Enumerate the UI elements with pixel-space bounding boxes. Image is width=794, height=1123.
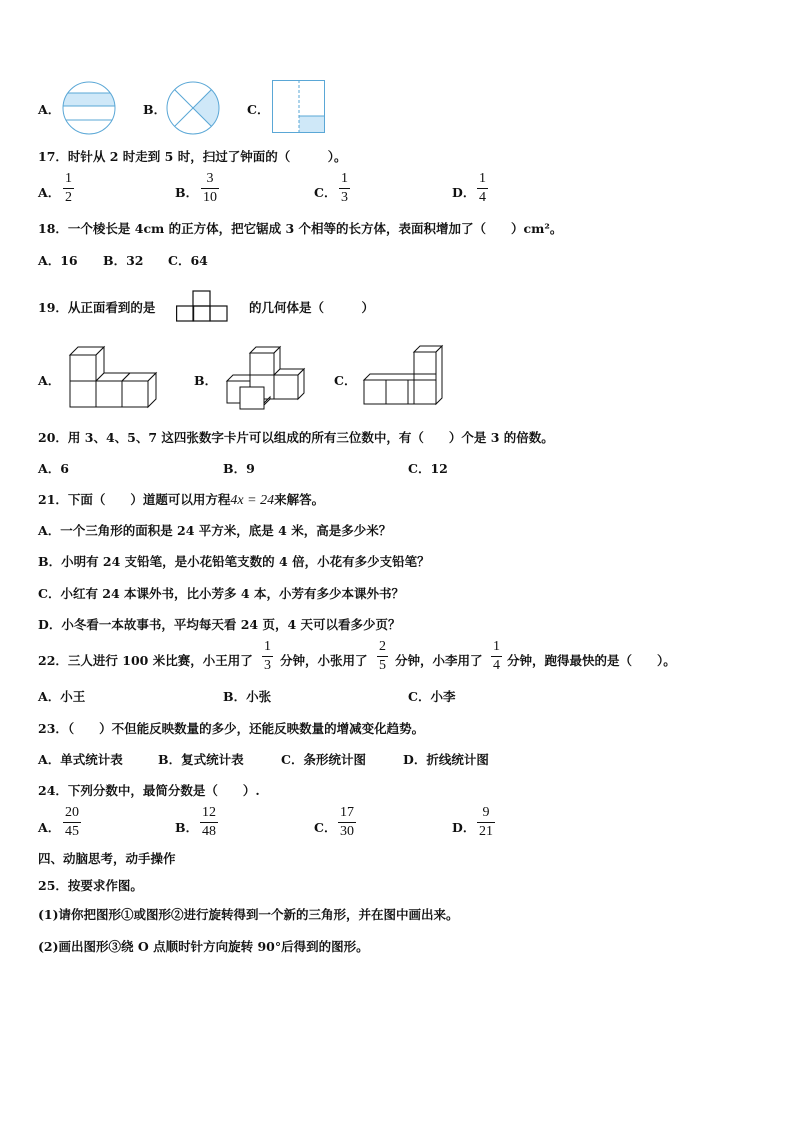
q22-option-a: A．小王 — [38, 689, 86, 704]
q17-option-b-fraction: $\frac{3}{10}$ — [203, 171, 217, 205]
q19-stem-start: 19．从正面看到的是 — [38, 300, 156, 315]
q23-stem: 23．（ ）不但能反映数量的多少，还能反映数量的增减变化趋势。 — [38, 721, 425, 736]
q19-stem-end: 的几何体是（ ） — [249, 300, 375, 315]
q22-option-b: B．小张 — [223, 689, 272, 704]
q24-option-d-fraction: $\frac{9}{21}$ — [479, 805, 493, 839]
q24-option-a-label: A． — [38, 820, 61, 835]
q23-option-c: C．条形统计图 — [281, 752, 366, 767]
q24-option-d-label: D． — [452, 820, 476, 835]
q21-option-c: C．小红有 24 本课外书，比小芳多 4 本，小芳有多少本课外书？ — [38, 586, 404, 601]
q18-option-a: A．16 — [38, 253, 78, 268]
q22-fraction-wang: $\frac{1}{3}$ — [264, 639, 271, 673]
q22-fraction-li: $\frac{1}{4}$ — [493, 639, 500, 673]
q21-option-b: B．小明有 24 支铅笔，是小花铅笔支数的 4 倍，小花有多少支铅笔？ — [38, 554, 430, 569]
q20-option-c: C．12 — [408, 461, 448, 476]
q20-stem: 20．用 3、4、5、7 这四张数字卡片可以组成的所有三位数中，有（ ）个是 3 的倍数。 — [38, 430, 554, 445]
q19-front-view-figure — [176, 290, 228, 322]
q17-option-c-fraction: $\frac{1}{3}$ — [341, 171, 348, 205]
q19-option-a-label: A． — [38, 373, 61, 388]
q17-option-d-fraction: $\frac{1}{4}$ — [479, 171, 486, 205]
q24-option-c-label: C． — [314, 820, 337, 835]
q21-option-a: A．一个三角形的面积是 24 平方米，底是 4 米，高是多少米？ — [38, 523, 392, 538]
q24-option-a-fraction: $\frac{20}{45}$ — [65, 805, 79, 839]
q22-stem-part4: 分钟，跑得最快的是（ ）。 — [507, 653, 676, 668]
q19-option-c-solid — [362, 344, 447, 409]
q17-stem: 17．时针从 2 时走到 5 时，扫过了钟面的（ ）。 — [38, 149, 347, 164]
q25-part2: (2)画出图形③绕 O 点顺时针方向旋转 90°后得到的图形。 — [38, 939, 369, 954]
q17-option-a-fraction: $\frac{1}{2}$ — [65, 171, 72, 205]
q16-option-b-label: B． — [143, 102, 167, 117]
q24-stem: 24．下列分数中，最简分数是（ ）. — [38, 783, 260, 798]
q16-option-a-figure — [62, 81, 116, 135]
q21-stem: 21．下面（ ）道题可以用方程4x = 24来解答。 — [38, 492, 325, 508]
q23-option-d: D．折线统计图 — [403, 752, 489, 767]
q25-stem: 25．按要求作图。 — [38, 878, 143, 893]
q20-option-b: B．9 — [223, 461, 255, 476]
q18-stem: 18．一个棱长是 4cm 的正方体，把它锯成 3 个相等的长方体，表面积增加了（ ）cm²。 — [38, 221, 563, 236]
q18-option-b: B．32 — [103, 253, 144, 268]
q17-option-b-label: B． — [175, 185, 199, 200]
q19-option-b-label: B． — [194, 373, 218, 388]
q21-equation: 4x = 24 — [230, 493, 275, 508]
q17-option-d-label: D． — [452, 185, 476, 200]
q25-part1: (1)请你把图形①或图形②进行旋转得到一个新的三角形，并在图中画出来。 — [38, 907, 459, 922]
q19-option-b-solid — [224, 343, 309, 413]
q16-option-c-figure — [272, 80, 326, 134]
q17-option-c-label: C． — [314, 185, 337, 200]
q22-stem-part2: 分钟，小张用了 — [280, 653, 368, 668]
q17-option-a-label: A． — [38, 185, 61, 200]
q22-stem-part3: 分钟，小李用了 — [395, 653, 483, 668]
q19-option-c-label: C． — [334, 373, 357, 388]
q24-option-b-label: B． — [175, 820, 199, 835]
q22-fraction-zhang: $\frac{2}{5}$ — [379, 639, 386, 673]
q24-option-c-fraction: $\frac{17}{30}$ — [340, 805, 354, 839]
q16-option-c-label: C． — [247, 102, 270, 117]
q19-option-a-solid — [68, 345, 163, 410]
section-heading: 四、动脑思考，动手操作 — [38, 851, 176, 866]
q16-option-a-label: A． — [38, 102, 61, 117]
q16-option-b-figure — [166, 81, 220, 135]
q22-option-c: C．小李 — [408, 689, 456, 704]
q21-option-d: D．小冬看一本故事书，平均每天看 24 页，4 天可以看多少页？ — [38, 617, 401, 632]
q24-option-b-fraction: $\frac{12}{48}$ — [202, 805, 216, 839]
q20-option-a: A．6 — [38, 461, 69, 476]
q18-option-c: C．64 — [168, 253, 208, 268]
q22-stem-part1: 22．三人进行 100 米比赛，小王用了 — [38, 653, 253, 668]
q23-option-a: A．单式统计表 — [38, 752, 123, 767]
q23-option-b: B．复式统计表 — [158, 752, 244, 767]
